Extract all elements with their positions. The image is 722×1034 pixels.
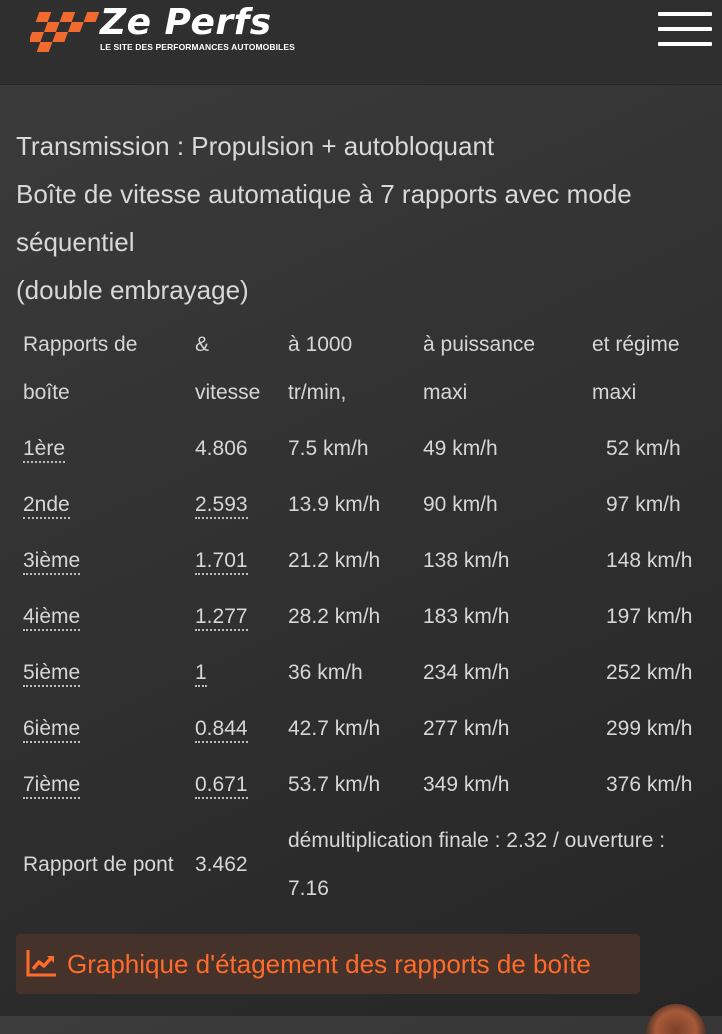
gear-chart-button-label: Graphique d'étagement des rapports de boîte <box>67 949 591 979</box>
table-header-ratio: & <box>195 333 210 356</box>
speed-at-max-rpm: 148 km/h <box>606 549 693 572</box>
table-header-speed-power: à puissance <box>423 333 536 356</box>
gear-ratio-value[interactable]: 0.844 <box>195 717 248 743</box>
table-row <box>23 717 80 741</box>
table-header-gear: Rapports de <box>23 333 138 356</box>
table-header-gear-2: boîte <box>23 381 70 404</box>
hamburger-menu-icon[interactable] <box>658 12 712 46</box>
gear-label[interactable]: 4ième <box>23 605 80 631</box>
gear-ratio <box>195 605 248 629</box>
gear-ratio: 4.806 <box>195 437 248 460</box>
table-row <box>23 661 80 685</box>
speed-at-1000: 13.9 km/h <box>288 493 381 516</box>
site-header <box>0 0 722 85</box>
gear-label[interactable]: 7ième <box>23 773 80 799</box>
partial-image <box>646 1004 706 1034</box>
table-row <box>23 773 80 797</box>
speed-at-1000: 42.7 km/h <box>288 717 381 740</box>
gear-ratio-value[interactable]: 1.277 <box>195 605 248 631</box>
speed-at-max-rpm: 197 km/h <box>606 605 693 628</box>
logo-tagline: LE SITE DES PERFORMANCES AUTOMOBILES <box>100 42 295 52</box>
gear-ratio-value[interactable]: 0.671 <box>195 773 248 799</box>
table-header-ratio-2: vitesse <box>195 381 261 404</box>
transmission-type: Transmission : Propulsion + autobloquant <box>16 131 495 161</box>
table-row <box>23 549 80 573</box>
final-drive-note: démultiplication finale : 2.32 / ouverture : <box>288 829 666 852</box>
table-header-max-rpm: et régime <box>592 333 680 356</box>
gear-ratio <box>195 773 248 797</box>
chart-line-icon <box>26 948 58 978</box>
final-drive-value: 3.462 <box>195 853 248 876</box>
table-header-speed-1000: à 1000 <box>288 333 353 356</box>
speed-at-max-power: 90 km/h <box>423 493 498 516</box>
gearbox-clutch: (double embrayage) <box>16 275 249 305</box>
gear-label[interactable]: 3ième <box>23 549 80 575</box>
gearbox-type: Boîte de vitesse automatique à 7 rapports avec mode <box>16 179 632 209</box>
speed-at-1000: 7.5 km/h <box>288 437 369 460</box>
table-row <box>23 605 80 629</box>
speed-at-1000: 21.2 km/h <box>288 549 381 572</box>
transmission-info <box>16 122 706 314</box>
speed-at-max-power: 349 km/h <box>423 773 510 796</box>
speed-at-max-power: 277 km/h <box>423 717 510 740</box>
speed-at-1000: 28.2 km/h <box>288 605 381 628</box>
final-drive-note-2: 7.16 <box>288 877 329 900</box>
gear-ratio <box>195 717 248 741</box>
gear-ratio-value[interactable]: 2.593 <box>195 493 248 519</box>
gear-ratio <box>195 549 248 573</box>
site-logo[interactable] <box>30 2 320 56</box>
table-row <box>23 493 70 517</box>
speed-at-max-power: 234 km/h <box>423 661 510 684</box>
gear-chart-button[interactable] <box>16 934 640 994</box>
table-header-speed-1000-2: tr/min, <box>288 381 347 404</box>
table-header-speed-power-2: maxi <box>423 381 468 404</box>
gear-ratio-value[interactable]: 1 <box>195 661 207 687</box>
speed-at-max-power: 138 km/h <box>423 549 510 572</box>
table-row <box>23 437 65 461</box>
gear-label[interactable]: 6ième <box>23 717 80 743</box>
checkered-flag-icon <box>30 10 100 54</box>
logo-name: Ze Perfs <box>100 2 272 43</box>
speed-at-max-power: 183 km/h <box>423 605 510 628</box>
gear-ratio <box>195 661 207 685</box>
final-drive-label: Rapport de pont <box>23 853 174 876</box>
gear-label[interactable]: 1ère <box>23 437 65 463</box>
speed-at-1000: 36 km/h <box>288 661 363 684</box>
gear-label[interactable]: 5ième <box>23 661 80 687</box>
speed-at-max-power: 49 km/h <box>423 437 498 460</box>
gear-ratio-value[interactable]: 1.701 <box>195 549 248 575</box>
speed-at-max-rpm: 376 km/h <box>606 773 693 796</box>
speed-at-max-rpm: 299 km/h <box>606 717 693 740</box>
speed-at-max-rpm: 252 km/h <box>606 661 693 684</box>
gearbox-mode: séquentiel <box>16 227 135 257</box>
table-header-max-rpm-2: maxi <box>592 381 637 404</box>
gear-label[interactable]: 2nde <box>23 493 70 519</box>
speed-at-max-rpm: 52 km/h <box>606 437 681 460</box>
speed-at-1000: 53.7 km/h <box>288 773 381 796</box>
speed-at-max-rpm: 97 km/h <box>606 493 681 516</box>
gear-ratio <box>195 493 248 517</box>
